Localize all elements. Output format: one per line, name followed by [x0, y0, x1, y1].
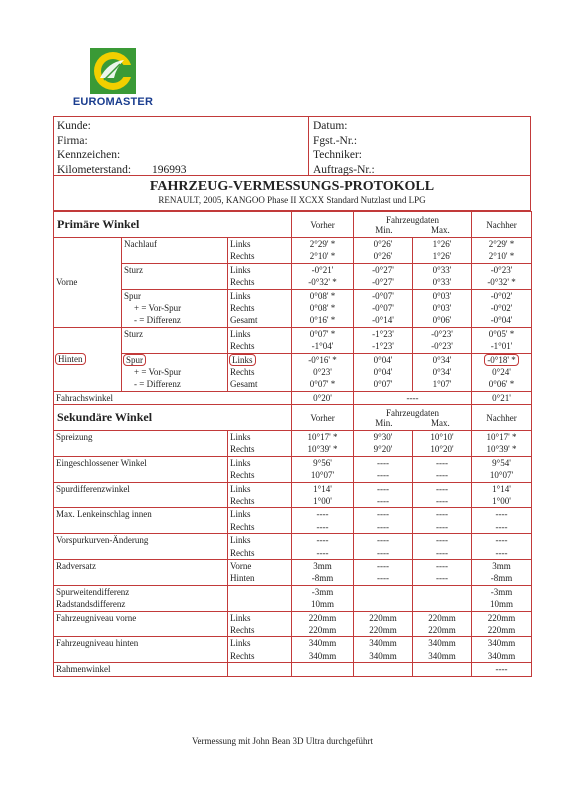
euromaster-emblem-icon	[90, 48, 136, 94]
secondary-row: Eingeschlossener Winkel Links Rechts 9°56' 10°07' ---- ---- ---- ---- 9°54' 10°07'	[54, 456, 532, 482]
field-datum: Datum:	[313, 120, 348, 132]
row-spur-vorne: Spur + = Vor-Spur - = Differenz Links Rechts Gesamt 0°08' * 0°08' * 0°16' * -0°07' -0°07' -0°14' 0°03' 0°03' 0°06' -0°02' -0°02' -0°04'	[54, 289, 532, 327]
primary-header-row	[54, 212, 532, 238]
secondary-row: Rahmenwinkel ----	[54, 663, 532, 676]
col-nachher: Nachher	[472, 212, 532, 238]
col-min: Min.	[375, 224, 393, 235]
row-fahrachswinkel: Fahrachswinkel 0°20' ---- 0°21'	[54, 391, 532, 404]
kilometerstand-value: 196993	[152, 163, 187, 176]
col-max: Max.	[431, 224, 450, 235]
secondary-row: Radversatz Vorne Hinten 3mm -8mm ---- ---- ---- ---- 3mm -8mm	[54, 559, 532, 585]
field-firma: Firma:	[57, 134, 88, 147]
euromaster-wordmark: EUROMASTER	[72, 96, 154, 108]
row-sturz-vorne: Sturz Links Rechts -0°21' -0°32' * -0°27' -0°27' 0°33' 0°33' -0°23' -0°32' *	[54, 263, 532, 289]
row-nachlauf: Vorne Nachlauf Links Rechts 2°29' * 2°10' * 0°26' 0°26' 1°26' 1°26' 2°29' * 2°10' *	[54, 238, 532, 264]
footer-note: Vermessung mit John Bean 3D Ultra durchgeführt	[192, 736, 373, 746]
protocol-title: FAHRZEUG-VERMESSUNGS-PROTOKOLL	[149, 179, 435, 194]
protocol-title-box	[53, 176, 531, 211]
col-fahrzeugdaten: Fahrzeugdaten Min. Max.	[354, 212, 472, 238]
field-fgst-nr: Fgst.-Nr.:	[313, 134, 358, 147]
secondary-row: Fahrzeugniveau hinten Links Rechts 340mm 340mm 340mm 340mm 340mm 340mm 340mm 340mm	[54, 637, 532, 663]
primary-section-title: Primäre Winkel	[54, 212, 292, 238]
row-sturz-hinten: Hinten Sturz Links Rechts 0°07' * -1°04' -1°23' -1°23' -0°23' -0°23' 0°05' * -1°01'	[54, 327, 532, 353]
field-auftrags-nr: Auftrags-Nr.:	[313, 163, 375, 176]
row-spur-hinten: Spur + = Vor-Spur - = Differenz Links Rechts Gesamt -0°16' * 0°23' 0°07' * 0°04' 0°04' 0°07' 0°34' 0°34' 1°07' -0°18' * 0°24' 0°06' *	[54, 353, 532, 391]
measurement-table	[53, 211, 532, 677]
vehicle-subtitle: RENAULT, 2005, KANGOO Phase II XCXX Standard Nutzlast und LPG	[158, 195, 426, 205]
header-info-box	[53, 116, 531, 176]
field-kilometerstand: Kilometerstand: 196993	[57, 163, 187, 176]
group-vorne: Vorne	[54, 238, 122, 328]
col-vorher: Vorher	[292, 212, 354, 238]
secondary-rows	[54, 431, 532, 676]
header-left-fields	[57, 119, 187, 177]
secondary-section-title: Sekundäre Winkel	[54, 405, 292, 431]
field-kennzeichen: Kennzeichen:	[57, 149, 121, 161]
header-right-fields	[313, 119, 375, 177]
group-hinten: Hinten	[54, 327, 122, 391]
secondary-row: Spurdifferenzwinkel Links Rechts 1°14' 1°00' ---- ---- ---- ---- 1°14' 1°00'	[54, 482, 532, 508]
secondary-row: Fahrzeugniveau vorne Links Rechts 220mm 220mm 220mm 220mm 220mm 220mm 220mm 220mm	[54, 611, 532, 637]
secondary-row: Spreizung Links Rechts 10°17' * 10°39' * 9°30' 9°20' 10°10' 10°20' 10°17' * 10°39' *	[54, 431, 532, 457]
secondary-row: Spurweitendifferenz Radstandsdifferenz -3mm 10mm -3mm 10mm	[54, 585, 532, 611]
secondary-row: Max. Lenkeinschlag innen Links Rechts ---- ---- ---- ---- ---- ---- ---- ----	[54, 508, 532, 534]
field-kunde: Kunde:	[57, 120, 91, 132]
secondary-row: Vorspurkurven-Änderung Links Rechts ---- ---- ---- ---- ---- ---- ---- ----	[54, 534, 532, 560]
secondary-header-row: Sekundäre Winkel Vorher Fahrzeugdaten Min. Max. Nachher	[54, 405, 532, 431]
field-techniker: Techniker:	[313, 149, 363, 161]
highlighted-value: -0°18' *	[487, 354, 516, 365]
euromaster-logo	[72, 48, 154, 110]
